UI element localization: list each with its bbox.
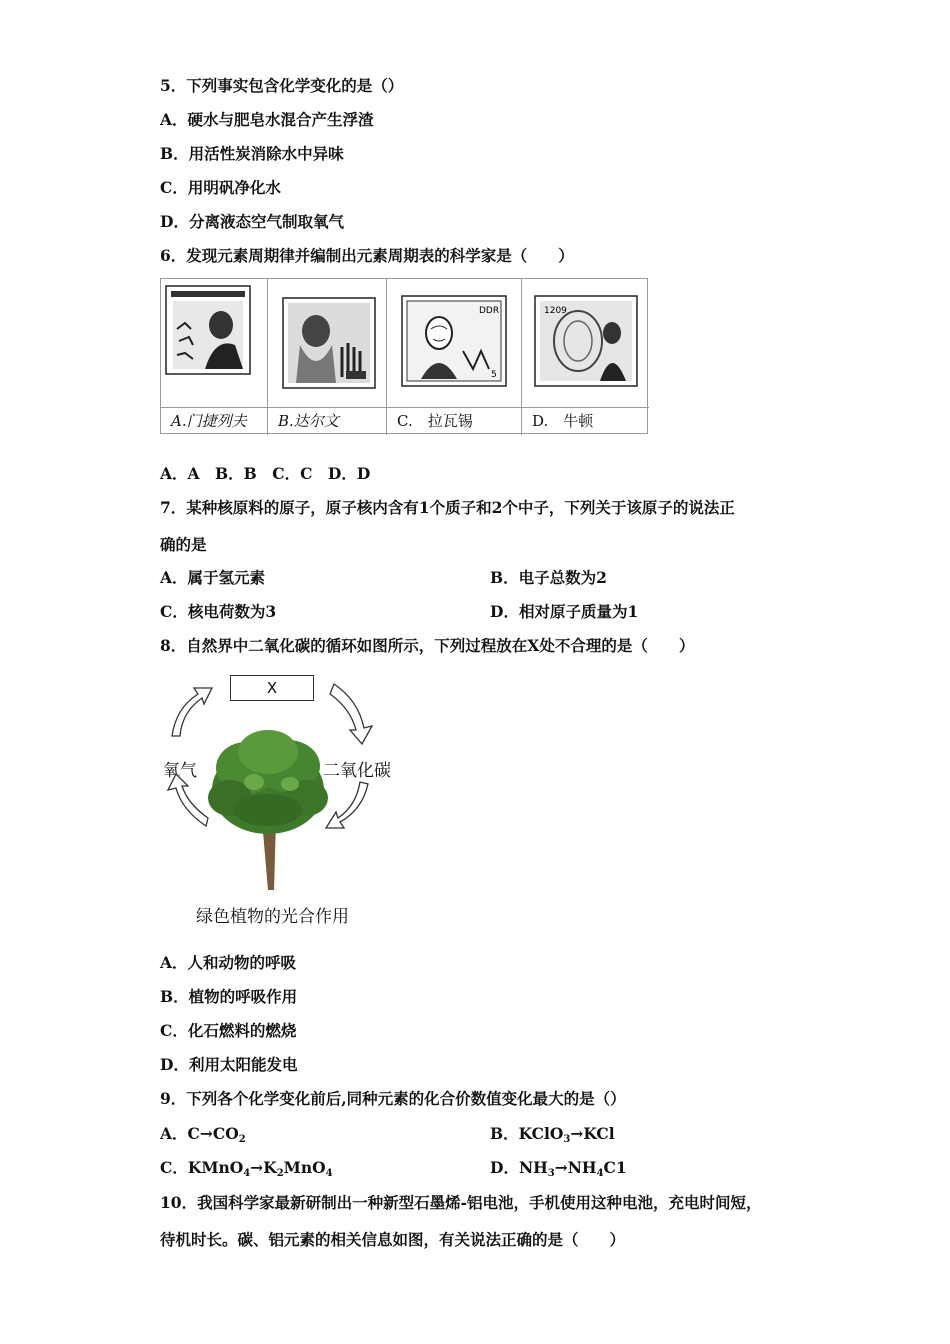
q9-a-reactant: C (187, 1124, 200, 1143)
newton-stamp-image (534, 295, 638, 387)
q9-c-product-k-sub: 2 (276, 1168, 284, 1179)
scientist-stamp-table (160, 278, 648, 434)
stamp-text-ddr: DDR (479, 306, 500, 316)
q8-option-a: A．人和动物的呼吸 (160, 953, 297, 972)
q9-stem: 9．下列各个化学变化前后,同种元素的化合价数值变化最大的是（） (160, 1089, 626, 1108)
q9-d-reactant-sub: 3 (547, 1168, 555, 1179)
q8-stem: 8．自然界中二氧化碳的循环如图所示，下列过程放在X处不合理的是（ ） (160, 636, 695, 655)
q9-c-product-mno-sub: 4 (325, 1168, 333, 1179)
q9-b-reactant: KClO (518, 1124, 564, 1143)
q9-d-product: NH (567, 1158, 597, 1177)
carbon-cycle-diagram (150, 670, 410, 910)
q7-option-d: D．相对原子质量为1 (490, 602, 639, 621)
q6-options: A．A B．B C．C D．D (160, 464, 371, 483)
stamp-caption-d: D. 牛顿 (522, 407, 649, 435)
q10-stem-line1: 10．我国科学家最新研制出一种新型石墨烯-铝电池，手机使用这种电池，充电时间短， (160, 1193, 762, 1212)
q9-c-product-k: K (263, 1158, 277, 1177)
arrow-tree-to-oxygen-icon (168, 774, 208, 826)
stamp-cell-b (268, 279, 387, 435)
darwin-stamp-image (282, 297, 376, 389)
stamp-caption-a: A.门捷列夫 (161, 407, 267, 435)
stamp-cell-d (522, 279, 649, 435)
q7-option-b: B．电子总数为2 (490, 568, 607, 587)
stamp-caption-b: B.达尔文 (268, 407, 386, 435)
q9-b-product: KCl (583, 1124, 615, 1143)
q9-d-product-c1: C1 (603, 1158, 627, 1177)
q8-option-c: C．化石燃料的燃烧 (160, 1021, 297, 1040)
q5-option-d: D．分离液态空气制取氧气 (160, 212, 344, 231)
q8-option-d: D．利用太阳能发电 (160, 1055, 298, 1074)
q5-option-c: C．用明矾净化水 (160, 178, 281, 197)
q9-option-d (490, 1158, 627, 1184)
q9-c-reactant: KMnO (187, 1158, 244, 1177)
q9-a-label: A． (160, 1124, 188, 1143)
q9-a-product-sub: 2 (238, 1134, 246, 1145)
q5-option-a: A．硬水与肥皂水混合产生浮渣 (160, 110, 374, 129)
q9-option-b (490, 1124, 615, 1150)
q9-c-label: C． (160, 1158, 188, 1177)
q9-c-arrow: → (250, 1158, 264, 1177)
q7-option-a: A．属于氢元素 (160, 568, 266, 587)
q7-stem-line2: 确的是 (160, 535, 207, 554)
q7-stem-line1: 7．某种核原料的原子，原子核内含有1个质子和2个中子，下列关于该原子的说法正 (160, 498, 735, 517)
cycle-x-box: X (230, 675, 314, 701)
arrow-oxygen-to-x-icon (172, 688, 212, 736)
stamp-cell-a (161, 279, 268, 435)
q9-c-reactant-sub: 4 (243, 1168, 251, 1179)
lavoisier-stamp-image (401, 295, 507, 387)
stamp-text-1209: 1209 (544, 306, 567, 316)
q8-option-b: B．植物的呼吸作用 (160, 987, 298, 1006)
q9-a-arrow: → (199, 1124, 213, 1143)
cycle-label-co2: 二氧化碳 (323, 761, 391, 781)
q9-option-a (160, 1124, 246, 1150)
q9-d-label: D． (490, 1158, 519, 1177)
cycle-label-oxygen: 氧气 (163, 761, 197, 781)
stamp-cell-c (387, 279, 522, 435)
q9-b-reactant-sub: 3 (563, 1134, 571, 1145)
q9-d-product-sub: 4 (596, 1168, 604, 1179)
q10-stem-line2: 待机时长。碳、铝元素的相关信息如图，有关说法正确的是（ ） (160, 1230, 626, 1249)
tree-icon (208, 730, 328, 890)
q7-option-c: C．核电荷数为3 (160, 602, 277, 621)
stamp-text-5: 5 (491, 370, 497, 380)
q9-c-product-mno: MnO (283, 1158, 326, 1177)
q9-option-c (160, 1158, 333, 1184)
q6-stem: 6．发现元素周期律并编制出元素周期表的科学家是（ ） (160, 246, 574, 265)
q9-d-arrow: → (554, 1158, 568, 1177)
cycle-label-photosynthesis: 绿色植物的光合作用 (196, 907, 349, 927)
stamp-caption-c: C. 拉瓦锡 (387, 407, 521, 435)
q9-d-reactant: NH (518, 1158, 548, 1177)
mendeleev-stamp-image (165, 285, 251, 375)
arrow-x-to-co2-icon (330, 684, 372, 744)
q5-stem: 5．下列事实包含化学变化的是（） (160, 76, 404, 95)
q9-a-product: CO (212, 1124, 239, 1143)
q5-option-b: B．用活性炭消除水中异味 (160, 144, 344, 163)
arrow-co2-to-tree-icon (326, 782, 368, 828)
q9-b-arrow: → (570, 1124, 584, 1143)
q9-b-label: B． (490, 1124, 519, 1143)
